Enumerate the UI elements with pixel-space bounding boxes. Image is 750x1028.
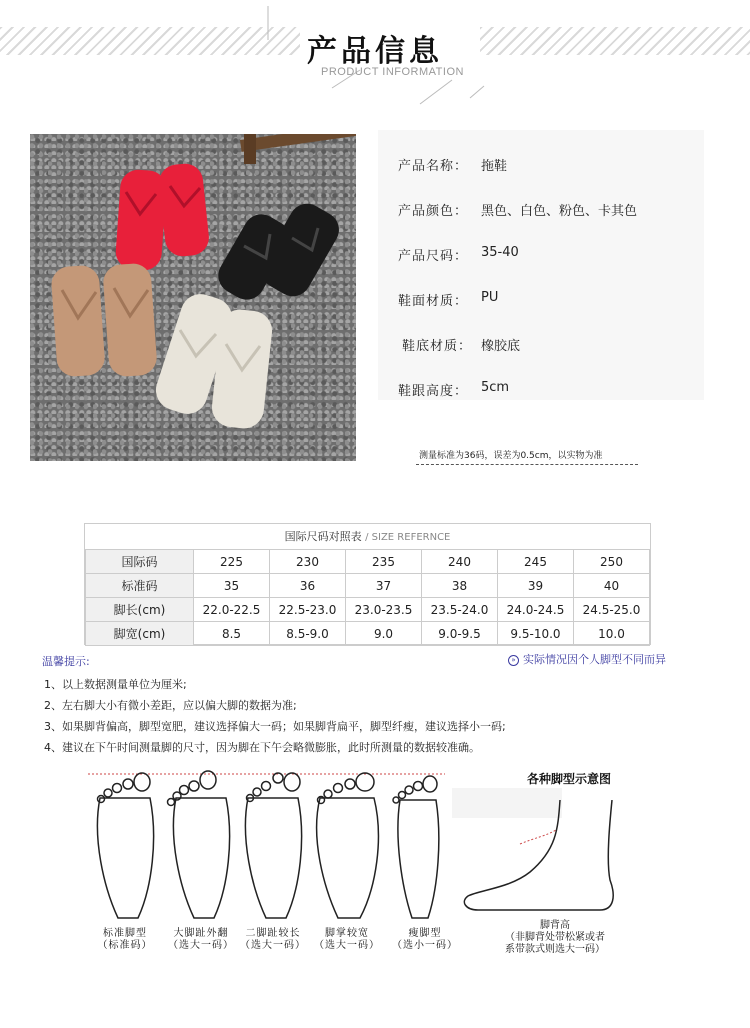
side-caption — [495, 920, 615, 956]
size-table-cell: 8.5-9.0 — [270, 622, 346, 646]
product-photo — [30, 134, 356, 461]
size-table — [84, 523, 651, 645]
foot-caption-line2: （选大一码） — [240, 940, 306, 951]
spec-value: 黑色、白色、粉色、卡其色 — [481, 204, 638, 219]
size-table-cell: 230 — [270, 550, 346, 574]
spec-row-upper — [378, 273, 704, 317]
size-table-cell: 38 — [422, 574, 498, 598]
foot-caption-line2: （选小一码） — [392, 940, 458, 951]
tips-title: 温馨提示: — [42, 655, 90, 668]
red-slipper — [115, 162, 211, 272]
spec-label: 鞋面材质： — [398, 294, 469, 309]
side-caption-line: 系带款式则选大一码） — [505, 944, 605, 955]
size-table-cell: 225 — [194, 550, 270, 574]
size-table-title-cn: 国际尺码对照表 — [284, 530, 362, 543]
spec-value: 5cm — [481, 380, 510, 395]
size-table-cell: 9.0-9.5 — [422, 622, 498, 646]
size-table-grid — [85, 549, 650, 646]
size-table-row-label: 脚宽(cm) — [86, 622, 194, 646]
size-table-cell: 36 — [270, 574, 346, 598]
side-caption-line: （非脚背处带松紧或者 — [505, 932, 605, 943]
size-table-cell: 250 — [574, 550, 650, 574]
size-table-cell: 245 — [498, 550, 574, 574]
page-subtitle: PRODUCT INFORMATION — [321, 66, 464, 78]
size-table-cell: 23.0-23.5 — [346, 598, 422, 622]
size-table-cell: 37 — [346, 574, 422, 598]
size-table-cell: 35 — [194, 574, 270, 598]
spec-row-size — [378, 228, 704, 272]
size-table-cell: 10.0 — [574, 622, 650, 646]
spec-row-heel — [378, 363, 704, 407]
page-title: 产品信息 — [307, 34, 443, 69]
spec-value: 拖鞋 — [481, 159, 508, 174]
foot-caption-line2: （标准码） — [97, 940, 153, 951]
size-table-cell: 235 — [346, 550, 422, 574]
size-table-row — [86, 622, 650, 646]
side-caption-line: 脚背高 — [540, 920, 570, 931]
size-table-title-en: / SIZE REFERNCE — [365, 532, 451, 543]
divider — [416, 464, 638, 465]
size-table-row — [86, 550, 650, 574]
tips-right-text: 实际情况因个人脚型不同而异 — [523, 653, 666, 666]
foot-caption-line1: 瘦脚型 — [408, 928, 442, 939]
size-table-cell: 40 — [574, 574, 650, 598]
spec-label: 鞋底材质： — [402, 339, 473, 354]
size-table-cell: 23.5-24.0 — [422, 598, 498, 622]
foot-caption-line2: （选大一码） — [168, 940, 234, 951]
size-table-cell: 24.5-25.0 — [574, 598, 650, 622]
foot-caption — [302, 928, 392, 952]
measure-note: 测量标准为36码，误差为0.5cm，以实物为准 — [419, 451, 603, 461]
tip-item: 4、建议在下午时间测量脚的尺寸，因为脚在下午会略微膨胀，此时所测量的数据较准确。 — [44, 741, 480, 754]
foot-caption-line1: 大脚趾外翻 — [173, 928, 229, 939]
size-table-cell: 9.0 — [346, 622, 422, 646]
foot-caption-line2: （选大一码） — [314, 940, 380, 951]
foot-outlines — [80, 768, 460, 928]
size-table-cell: 22.5-23.0 — [270, 598, 346, 622]
tips-right-note — [508, 651, 666, 667]
spec-label: 产品颜色： — [398, 204, 469, 219]
spec-row-sole — [378, 318, 704, 362]
spec-value: 橡胶底 — [481, 339, 521, 354]
size-table-row — [86, 598, 650, 622]
size-table-cell: 240 — [422, 550, 498, 574]
size-table-cell: 9.5-10.0 — [498, 622, 574, 646]
size-table-title — [85, 524, 650, 549]
size-table-row-label: 国际码 — [86, 550, 194, 574]
size-table-cell: 39 — [498, 574, 574, 598]
arrow-circle-icon: » — [508, 655, 519, 666]
size-table-row-label: 标准码 — [86, 574, 194, 598]
spec-value: 35-40 — [481, 245, 519, 260]
tip-item: 2、左右脚大小有微小差距，应以偏大脚的数据为准; — [44, 699, 297, 712]
tip-item: 3、如果脚背偏高，脚型宽肥，建议选择偏大一码；如果脚背扁平，脚型纤瘦，建议选择小一码; — [44, 720, 506, 733]
side-foot-outline — [460, 800, 630, 915]
foot-caption-line1: 标准脚型 — [103, 928, 147, 939]
size-table-cell: 24.0-24.5 — [498, 598, 574, 622]
spec-row-name — [378, 138, 704, 182]
spec-label: 产品名称： — [398, 159, 469, 174]
size-table-row — [86, 574, 650, 598]
spec-panel — [378, 130, 704, 400]
tip-item: 1、以上数据测量单位为厘米; — [44, 678, 187, 691]
spec-label: 鞋跟高度： — [398, 384, 469, 399]
size-table-cell: 22.0-22.5 — [194, 598, 270, 622]
foot-caption-line1: 脚掌较宽 — [325, 928, 369, 939]
size-table-cell: 8.5 — [194, 622, 270, 646]
spec-value: PU — [481, 290, 499, 305]
diagram-title: 各种脚型示意图 — [527, 772, 612, 786]
foot-caption-line1: 二脚趾较长 — [245, 928, 301, 939]
foot-caption — [380, 928, 470, 952]
spec-row-color — [378, 183, 704, 227]
spec-label: 产品尺码： — [398, 249, 469, 264]
size-table-row-label: 脚长(cm) — [86, 598, 194, 622]
